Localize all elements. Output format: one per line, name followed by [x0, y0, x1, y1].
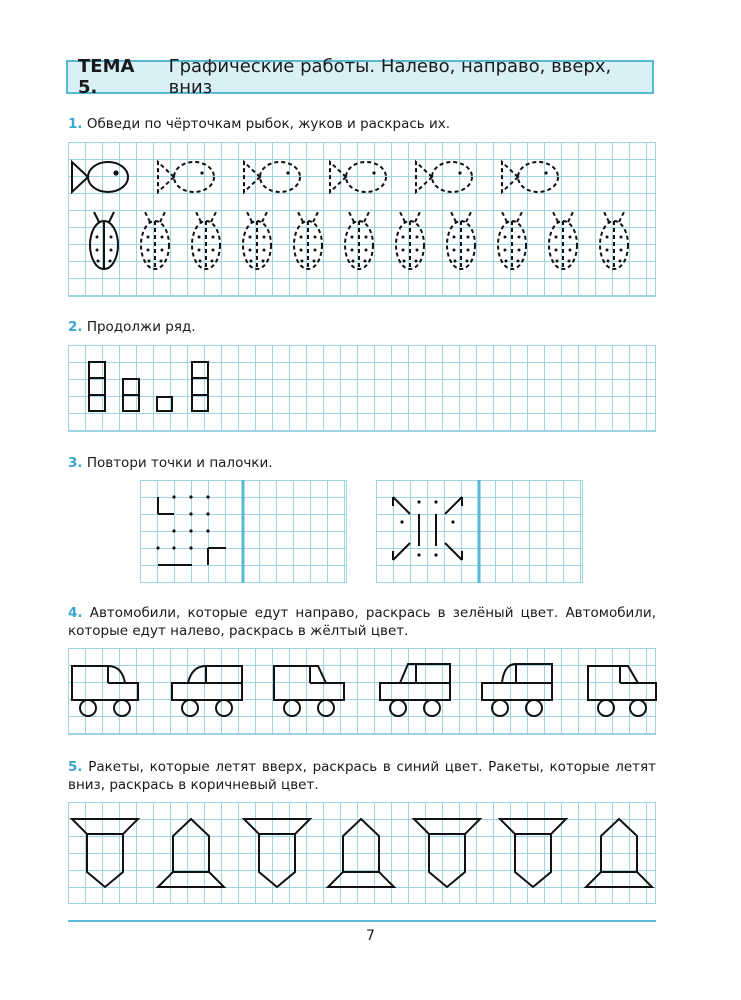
- beetle-dashed: [447, 212, 475, 269]
- task-number: 5.: [68, 759, 83, 775]
- task-3-instruction: [68, 454, 656, 472]
- beetle-dashed: [600, 212, 628, 269]
- dots-sticks-right[interactable]: [376, 480, 583, 583]
- rocket-up: [158, 819, 224, 887]
- rocket-down: [500, 819, 566, 887]
- footer-divider: [68, 920, 656, 922]
- topic-title: Графические работы. Налево, направо, вверх, вниз: [168, 56, 612, 98]
- rocket-down: [72, 819, 138, 887]
- beetle-dashed: [345, 212, 373, 269]
- task-number: 4.: [68, 605, 83, 621]
- fish-dashed: [158, 162, 214, 192]
- fish-dashed: [330, 162, 386, 192]
- rocket-down: [414, 819, 480, 887]
- rocket-up: [328, 819, 394, 887]
- beetle-dashed: [549, 212, 577, 269]
- task-text: Продолжи ряд.: [86, 319, 196, 335]
- car-left: [274, 666, 344, 716]
- car-right: [482, 664, 552, 716]
- car-left: [588, 666, 656, 716]
- beetle-dashed: [243, 212, 271, 269]
- task-text: Повтори точки и палочки.: [86, 455, 273, 471]
- beetle-dashed: [498, 212, 526, 269]
- pattern-sequence[interactable]: [68, 345, 656, 432]
- fish-beetle-drawing[interactable]: [68, 142, 656, 297]
- beetle-dashed: [141, 212, 169, 269]
- fish-dashed: [244, 162, 300, 192]
- dots-sticks-left[interactable]: [140, 480, 347, 583]
- tall-bar: [192, 362, 208, 411]
- topic-header: [66, 56, 654, 98]
- task-text: Автомобили, которые едут направо, раскрась в зелёный цвет. Автомобили, которые едут налево, раскрась в жёлтый цвет.: [68, 605, 656, 639]
- beetle-dashed: [294, 212, 322, 269]
- rocket-up: [586, 819, 652, 887]
- fish-dashed: [416, 162, 472, 192]
- topic-label: ТЕМА 5.: [78, 56, 135, 98]
- task-2-instruction: [68, 318, 656, 336]
- rockets-row[interactable]: [68, 802, 656, 904]
- car-right: [380, 664, 450, 716]
- task-5-instruction: [68, 758, 656, 794]
- fish-solid: [72, 162, 128, 192]
- tall-bar: [89, 362, 105, 411]
- beetle-dashed: [396, 212, 424, 269]
- task-text: Обведи по чёрточкам рыбок, жуков и раскрась их.: [86, 116, 451, 132]
- task-1-instruction: [68, 115, 656, 133]
- car-right: [172, 666, 242, 716]
- cars-row[interactable]: [68, 648, 656, 735]
- task-number: 2.: [68, 319, 83, 335]
- task-text: Ракеты, которые летят вверх, раскрась в синий цвет. Ракеты, которые летят вниз, раскрась в коричневый цвет.: [68, 759, 656, 793]
- fish-dashed: [502, 162, 558, 192]
- beetle-solid: [90, 212, 118, 269]
- task-number: 3.: [68, 455, 83, 471]
- task-4-instruction: [68, 604, 656, 640]
- task-number: 1.: [68, 116, 83, 132]
- rocket-down: [244, 819, 310, 887]
- small-square: [157, 397, 172, 411]
- beetle-dashed: [192, 212, 220, 269]
- page-number: 7: [366, 928, 375, 944]
- car-left: [72, 666, 138, 716]
